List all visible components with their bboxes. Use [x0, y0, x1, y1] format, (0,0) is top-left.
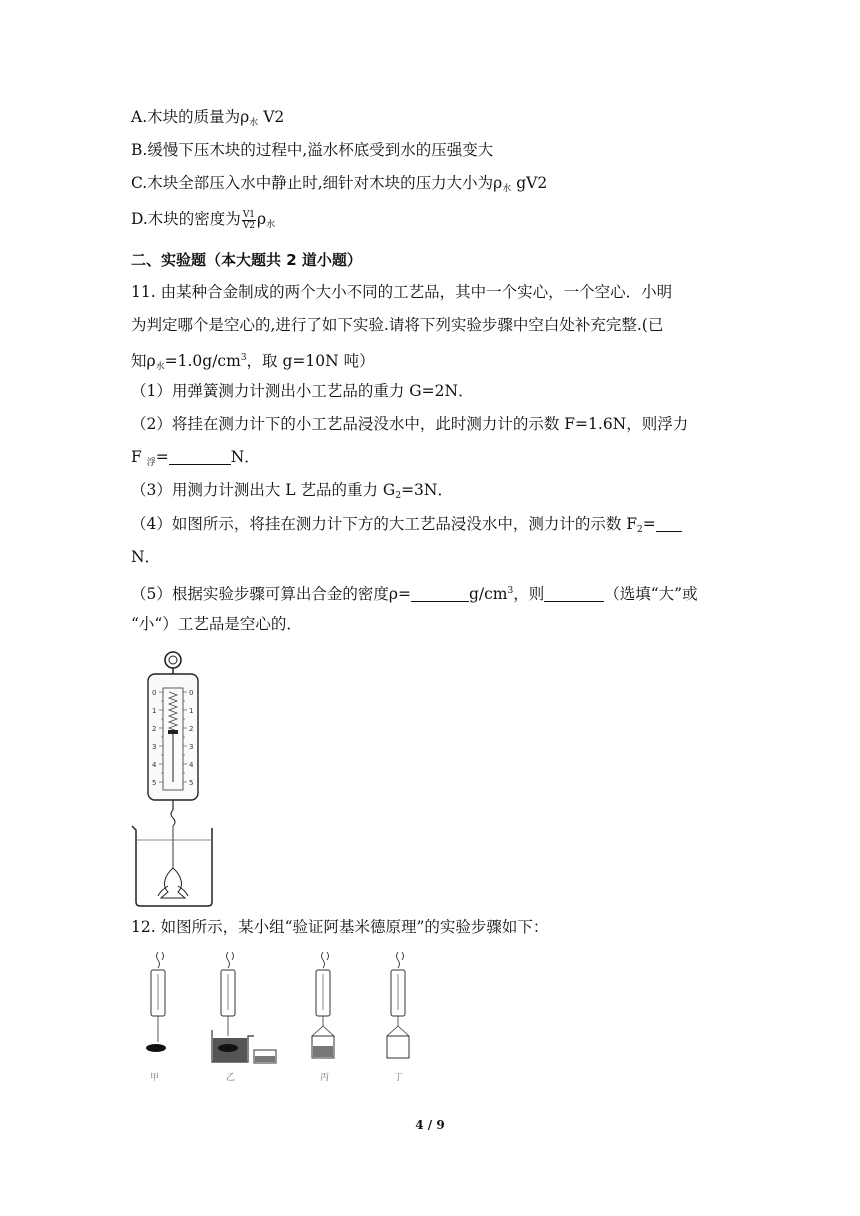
q11-step-3: （3）用测力计测出大 L 艺品的重力 $G_2=3N$．: [131, 481, 453, 501]
scale-label-right: 5: [189, 779, 194, 787]
step-ding-apparatus: [387, 952, 409, 1083]
answer-blank-hollow[interactable]: [544, 585, 604, 602]
step-label: 丁: [394, 1073, 404, 1083]
section-heading: 二、实验题（本大题共 2 道小题）: [131, 251, 362, 269]
option-d: D.木块的密度为 $\frac{V1}{V2}$ $\rho_水$: [131, 209, 276, 231]
step-jia-apparatus: [146, 952, 166, 1083]
q11-step-2: （2）将挂在测力计下的小工艺品浸没水中，此时测力计的示数 F=1.6N，则浮力: [131, 415, 689, 433]
scale-label-left: 4: [152, 761, 157, 769]
step-label: 乙: [226, 1073, 236, 1083]
scale-label-right: 2: [189, 725, 194, 733]
step-yi-apparatus: [212, 952, 276, 1083]
q11-line-2: 为判定哪个是空心的,进行了如下实验.请将下列实验步骤中空白处补充完整.(已: [131, 316, 664, 334]
scale-label-right: 4: [189, 761, 194, 769]
q11-step-5: （5）根据实验步骤可算出合金的密度$\rho= g/cm^3$，则 （选填“大”或: [131, 585, 698, 603]
q11-step-4-cont: N．: [131, 548, 161, 566]
q11-step-2-cont: F $_浮$= N．: [131, 448, 260, 468]
step-bing-apparatus: [312, 952, 334, 1083]
archimedes-experiment-figure: [136, 948, 426, 1088]
option-b: B.缓慢下压木块的过程中,溢水杯底受到水的压强变大: [131, 141, 494, 159]
q11-line-3: 知$\rho_水=1.0g/cm^3$，取 g=10N 吨）: [131, 352, 375, 372]
q11-line-1: 11. 由某种合金制成的两个大小不同的工艺品，其中一个实心，一个空心．小明: [131, 283, 673, 301]
spring-scale-figure: [128, 650, 218, 908]
q11-step-5-cont: “小“）工艺品是空心的．: [131, 615, 302, 633]
scale-label-right: 3: [189, 743, 194, 751]
scale-label-left: 3: [152, 743, 157, 751]
answer-blank-f2[interactable]: [656, 515, 682, 532]
option-c: C.木块全部压入水中静止时,细针对木块的压力大小为$\rho_水$ gV2: [131, 174, 548, 194]
fraction: $\frac{V1}{V2}$: [242, 209, 256, 231]
scale-label-left: 0: [152, 689, 157, 697]
answer-blank-buoyancy[interactable]: [169, 448, 231, 465]
step-label: 甲: [150, 1073, 160, 1083]
step-label: 丙: [320, 1073, 330, 1083]
scale-label-right: 0: [189, 689, 194, 697]
scale-label-left: 2: [152, 725, 157, 733]
q11-step-4: （4）如图所示，将挂在测力计下方的大工艺品浸没水中，测力计的示数 $F_2=$: [131, 513, 682, 541]
option-a: A.木块的质量为$\rho_水$ V2: [131, 108, 285, 128]
scale-label-left: 1: [152, 707, 157, 715]
scale-label-right: 1: [189, 707, 194, 715]
q11-step-1: （1）用弹簧测力计测出小工艺品的重力 G=2N．: [131, 382, 474, 400]
q12-line-1: 12. 如图所示，某小组“验证阿基米德原理”的实验步骤如下：: [131, 918, 549, 936]
page-number: 4 / 9: [415, 1118, 445, 1132]
answer-blank-density[interactable]: [411, 585, 469, 602]
scale-label-left: 5: [152, 779, 157, 787]
